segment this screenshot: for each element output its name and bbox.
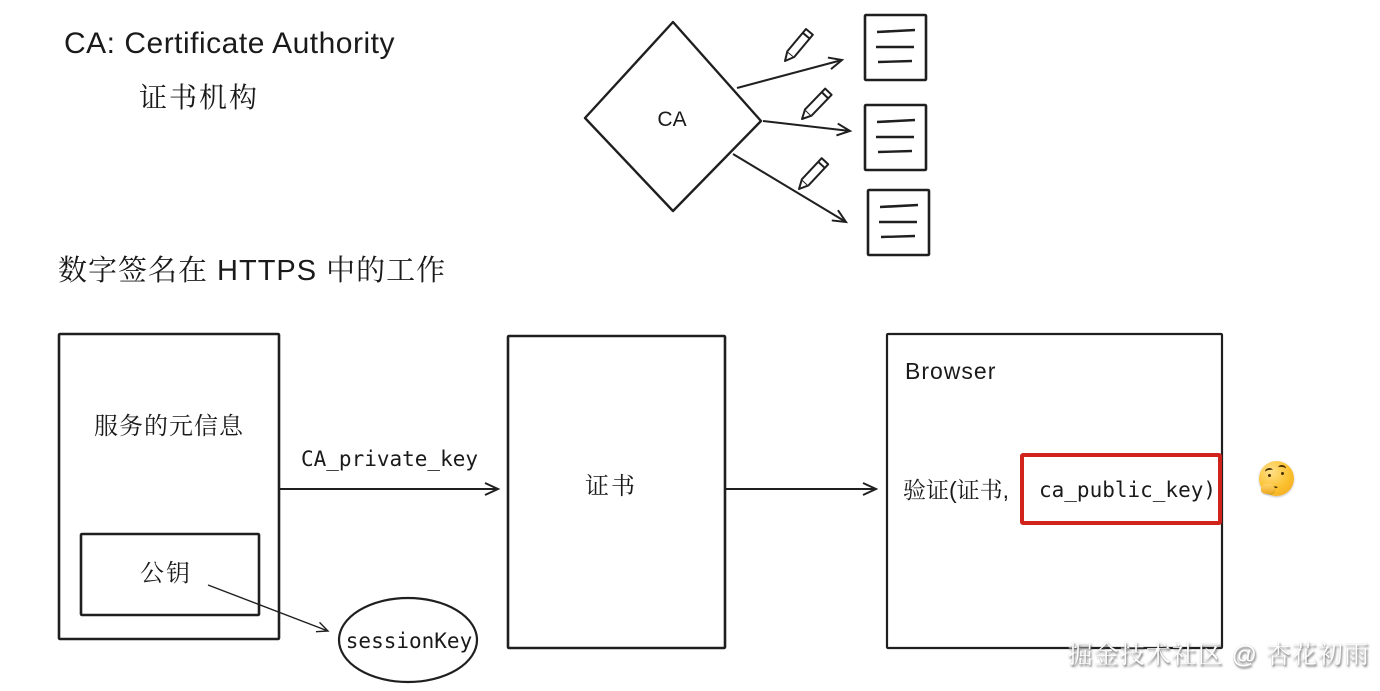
document-icon bbox=[868, 190, 929, 255]
document-icon bbox=[865, 15, 926, 80]
ca-diamond-label: CA bbox=[657, 107, 687, 131]
certificate-label: 证书 bbox=[585, 473, 637, 501]
public-key-label: 公钥 bbox=[140, 560, 192, 588]
emoji-brow bbox=[1278, 464, 1287, 471]
watermark: 掘金技术社区 @ 杏花初雨 bbox=[1067, 641, 1370, 669]
pencil-icon bbox=[782, 29, 813, 64]
title-english: CA: Certificate Authority bbox=[64, 27, 395, 60]
title-chinese: 证书机构 bbox=[139, 82, 260, 113]
thinking-face-emoji bbox=[1259, 461, 1294, 496]
signing-arrow-2 bbox=[763, 121, 850, 131]
ca-public-key-label: ca_public_key) bbox=[1039, 478, 1217, 502]
signing-arrow-1 bbox=[737, 60, 842, 88]
emoji-hand bbox=[1261, 484, 1275, 494]
ca-private-key-label: CA_private_key bbox=[301, 447, 479, 471]
service-meta-label: 服务的元信息 bbox=[94, 413, 244, 441]
session-key-label: sessionKey bbox=[345, 628, 473, 653]
section-title: 数字签名在 HTTPS 中的工作 bbox=[58, 255, 447, 287]
verify-call-prefix: 验证(证书, bbox=[903, 477, 1010, 503]
browser-title: Browser bbox=[905, 358, 997, 384]
pencil-icon bbox=[796, 158, 828, 192]
pencil-icon bbox=[799, 89, 832, 123]
document-icon bbox=[865, 105, 926, 170]
